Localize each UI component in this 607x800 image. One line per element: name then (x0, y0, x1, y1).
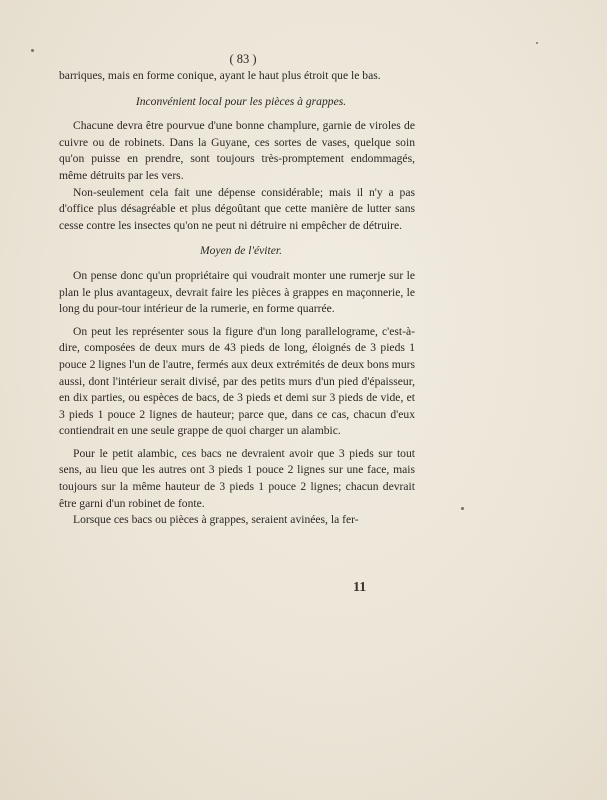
signature-mark: 11 (353, 580, 367, 595)
paragraph: Pour le petit alambic, ces bacs ne devraient avoir que 3 pieds sur tout sens, au lieu que les autres ont 3 pieds 1 pouce 2 lignes sur une face, mais toujours sur la même hauteur de 3 pieds 1 pouce 2 lignes; chacun devrait être garni d'un robinet de fonte. (59, 446, 415, 510)
paragraph-continued: Lorsque ces bacs ou pièces à grappes, seraient avinées, la fer- (73, 513, 359, 527)
section-heading-inconvenient: Inconvénient local pour les pièces à grappes. (135, 94, 347, 108)
paragraph-intro: barriques, mais en forme conique, ayant le haut plus étroit que le bas. (59, 69, 381, 82)
section-heading-remedy: Moyen de l'éviter. (200, 244, 282, 258)
paragraph: On peut les représenter sous la figure d'un long parallelograme, c'est-à-dire, composées de deux murs de 43 pieds de long, éloignés de 3 pieds 1 pouce 2 lignes l'un de l'autre, fermés aux deux extrémités de deux bons murs aussi, dont l'intérieur serait divisé, par des petits murs d'un pied d'épaisseur, en dix parties, ou espèces de bacs, de 3 pieds et demi sur 3 pieds de vide, et 3 pieds 1 pouce 2 lignes de hauteur; parce que, dans ce cas, chacun d'eux contiendrait en une seule grappe de quoi charger un alambic. (59, 324, 415, 438)
paragraph: On pense donc qu'un propriétaire qui voudrait monter une rumerje sur le plan le plus avantageux, devrait faire les pièces à grappes en maçonnerie, le long du pour-tour intérieur de la rumerie, en forme quarrée. (59, 268, 415, 316)
page-number: ( 83 ) (229, 52, 257, 66)
paragraph: Chacune devra être pourvue d'une bonne champlure, garnie de viroles de cuivre ou de robinets. Dans la Guyane, ces sortes de vases, quelque soin qu'on puisse en prendre, sont toujours très-promptement endommagés, même détruits par les vers. (59, 119, 415, 182)
text-block (59, 52, 415, 529)
paragraph: Non-seulement cela fait une dépense considérable; mais il n'y a pas d'office plus désagréable et plus dégoûtant que cette manière de lutter sans cesse contre les insectes qu'on ne peut ni détruire ni empêcher de détruire. (59, 185, 415, 232)
